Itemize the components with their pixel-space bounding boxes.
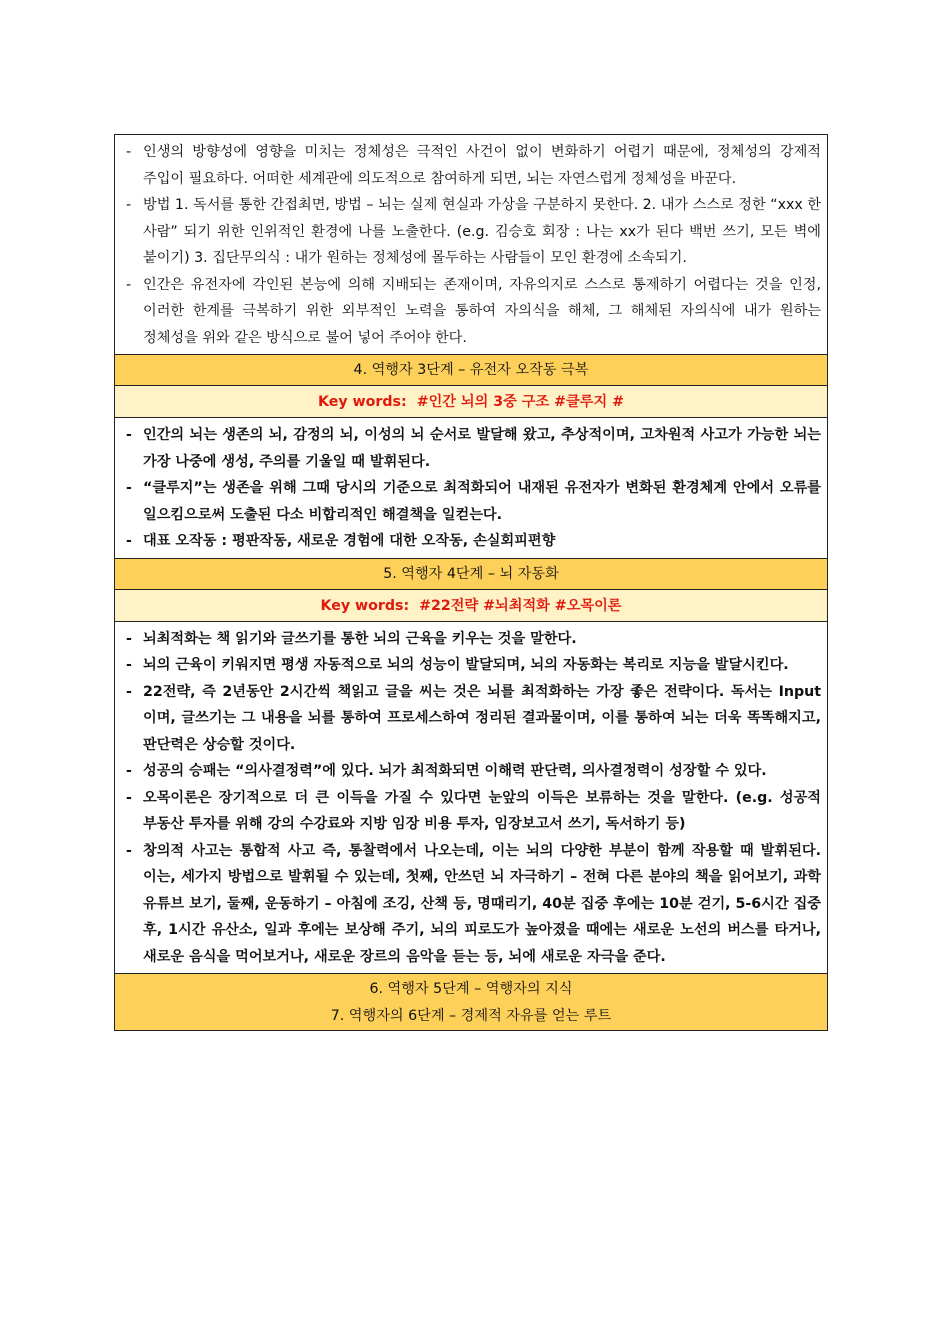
list-item: - 창의적 사고는 통합적 사고 즉, 통찰력에서 나오는데, 이는 뇌의 다양한 부분이 함께 작용할 때 발휘된다. 이는, 세가지 방법으로 발휘될 수 있는데, 첫째, 안쓰던 뇌 자극하기 – 전혀 다른 분야의 책을 읽어보기, 과학 유튜브 보기, 둘째, 운동하기 – 아침에 조깅, 산책 등, 명때리기, 40분 집중 후에는 10분 걷기, 5-6시간 집중 후, 1시간 유산소, 일과 후에는 보상해 주기, 뇌의 피로도가 높아졌을 때에는 새로운 노선의 버스를 타거나, 새로운 음식을 먹어보거나, 새로운 장르의 음악을 듣는 등, 뇌에 새로운 자극을 준다.: [121, 838, 821, 971]
list-item: - 방법 1. 독서를 통한 간접최면, 방법 – 뇌는 실제 현실과 가상을 구분하지 못한다. 2. 내가 스스로 정한 “xxx 한 사람” 되기 위한 인위적인 환경에 나를 노출한다. (e.g. 김승호 회장 : 나는 xx가 된다 백번 쓰기, 모든 벽에 붙이기) 3. 집단무의식 : 내가 원하는 정체성에 몰두하는 사람들이 모인 환경에 소속되기.: [121, 192, 821, 272]
step4-notes-list: [121, 626, 821, 971]
keywords-label: Key words:: [320, 597, 410, 614]
section-heading-step3: 4. 역행자 3단계 – 유전자 오작동 극복: [115, 354, 827, 385]
list-item: - 인생의 방향성에 영향을 미치는 정체성은 극적인 사건이 없이 변화하기 어렵기 때문에, 정체성의 강제적 주입이 필요하다. 어떠한 세계관에 의도적으로 참여하게 되면, 뇌는 자연스럽게 정체성을 바꾼다.: [121, 139, 821, 192]
step3-notes-list: [121, 422, 821, 555]
section-heading-step4: 5. 역행자 4단계 – 뇌 자동화: [115, 558, 827, 589]
list-item: - 오목이론은 장기적으로 더 큰 이득을 가질 수 있다면 눈앞의 이득은 보류하는 것을 말한다. (e.g. 성공적 부동산 투자를 위해 강의 수강료와 지방 임장 비용 투자, 임장보고서 쓰기, 독서하기 등): [121, 785, 821, 838]
keywords-label: Key words:: [318, 394, 407, 410]
list-item: - 성공의 승패는 “의사결정력”에 있다. 뇌가 최적화되면 이해력 판단력, 의사결정력이 성장할 수 있다.: [121, 758, 821, 785]
section-heading-steps-5-6: [115, 973, 827, 1030]
summary-table: [114, 134, 828, 1031]
section-heading-step6: 7. 역행자의 6단계 – 경제적 자유를 얻는 루트: [330, 1008, 612, 1024]
list-item: - 인간의 뇌는 생존의 뇌, 감정의 뇌, 이성의 뇌 순서로 발달해 왔고, 추상적이며, 고차원적 사고가 가능한 뇌는 가장 나중에 생성, 주의를 기울일 때 발휘된다.: [121, 422, 821, 475]
list-item: - 대표 오작동 : 평판작동, 새로운 경험에 대한 오작동, 손실회피편향: [121, 528, 821, 555]
keywords-row-step3: [115, 385, 827, 417]
keywords-tags: #인간 뇌의 3중 구조 #클루지 #: [416, 394, 624, 410]
keywords-tags: #22전략 #뇌최적화 #오목이론: [419, 597, 622, 614]
list-item: - “클루지”는 생존을 위해 그때 당시의 기준으로 최적화되어 내재된 유전자가 변화된 환경체계 안에서 오류를 일으킴으로써 도출된 다소 비합리적인 해결책을 일컫는다.: [121, 475, 821, 528]
step3-notes-cell: [115, 417, 827, 558]
identity-notes-cell: [115, 135, 827, 354]
section-heading-step5: 6. 역행자 5단계 – 역행자의 지식: [369, 981, 573, 997]
list-item: - 뇌최적화는 책 읽기와 글쓰기를 통한 뇌의 근육을 키우는 것을 말한다.: [121, 626, 821, 653]
list-item: - 22전략, 즉 2년동안 2시간씩 책읽고 글을 씨는 것은 뇌를 최적화하는 가장 좋은 전략이다. 독서는 Input 이며, 글쓰기는 그 내용을 뇌를 통하여 프로세스하여 정리된 결과물이며, 이를 통하여 뇌는 더욱 똑똑해지고, 판단력은 상승할 것이다.: [121, 679, 821, 759]
identity-notes-list: [121, 139, 821, 351]
list-item: - 뇌의 근육이 키워지면 평생 자동적으로 뇌의 성능이 발달되며, 뇌의 자동화는 복리로 지능을 발달시킨다.: [121, 652, 821, 679]
step4-notes-cell: [115, 621, 827, 974]
list-item: - 인간은 유전자에 각인된 본능에 의해 지배되는 존재이며, 자유의지로 스스로 통제하기 어렵다는 것을 인정, 이러한 한계를 극복하기 위한 외부적인 노력을 통하여 자의식을 해체, 그 해체된 자의식에 내가 원하는 정체성을 위와 같은 방식으로 불어 넣어 주어야 한다.: [121, 272, 821, 352]
keywords-row-step4: [115, 589, 827, 621]
